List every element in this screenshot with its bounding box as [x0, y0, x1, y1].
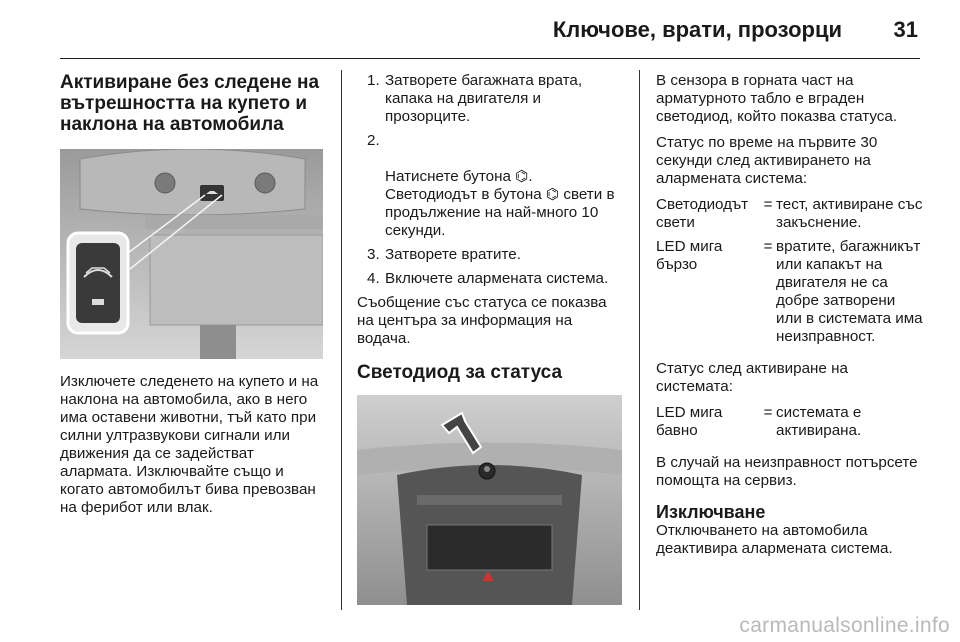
section-heading-led: Светодиод за статуса: [357, 362, 563, 383]
sensor-paragraph: В сензора в горната част на арматурното табло е вграден светодиод, който показва статуса.: [656, 72, 898, 125]
fault-paragraph: В случай на неизправност потърсете помощта на сервиз.: [656, 454, 918, 489]
status-row: Светодиодът свети = тест, активиране със закъснение.: [656, 196, 923, 231]
list-item: 3. Затворете вратите.: [367, 246, 521, 263]
page-title: Ключове, врати, прозорци: [552, 17, 842, 42]
section-heading-off: Изключване: [656, 502, 766, 522]
mirror-button-photo: [60, 149, 323, 359]
watermark: carmanualsonline.info: [739, 614, 950, 637]
list-item: 1. Затворете багажната врата, капака на двигателя и прозорците.: [367, 72, 583, 125]
mirror-button-illustration: [60, 149, 323, 359]
page-number: 31: [893, 17, 918, 42]
page-header: [0, 0, 960, 60]
section-heading-interior-off: Активиране без следене на вътрешността на купето и наклона на автомобила: [60, 72, 320, 135]
dashboard-led-photo: [357, 395, 622, 605]
column-right: [656, 72, 924, 558]
interior-off-paragraph: Изключете следенето на купето и на наклона на автомобила, ако в него има оставени животни, тъй като при силни ултразвукови сигнали или движения да се задействат алармата. Изключвайте също и когато автомобилът бива превозван на ферибот или влак.: [60, 373, 319, 516]
header-divider: [60, 58, 920, 59]
steps-list: [357, 72, 627, 288]
dashboard-led-illustration: [357, 395, 622, 605]
column-divider-2: [639, 70, 640, 610]
off-paragraph: Отключването на автомобила деактивира алармената система.: [656, 522, 893, 557]
column-left: [60, 72, 325, 517]
column-middle: [357, 72, 627, 605]
column-divider-1: [341, 70, 342, 610]
status-row: LED мига бързо = вратите, багажникът или капакът на двигателя не са добре затворени или в системата има неизправност.: [656, 238, 923, 345]
after-activation-label: Статус след активиране на системата:: [656, 360, 848, 395]
status-row: LED мига бавно = системата е активирана.: [656, 404, 862, 439]
list-item: 2. Натиснете бутона ⌬. Светодиодът в бутона ⌬ свети в продължение на най-много 10 секунди.: [367, 132, 615, 239]
first30-label: Статус по време на първите 30 секунди след активирането на алармената система:: [656, 134, 878, 187]
list-item: 4. Включете алармената система.: [367, 270, 609, 287]
status-message-paragraph: Съобщение със статуса се показва на центъра за информация на водача.: [357, 294, 607, 347]
